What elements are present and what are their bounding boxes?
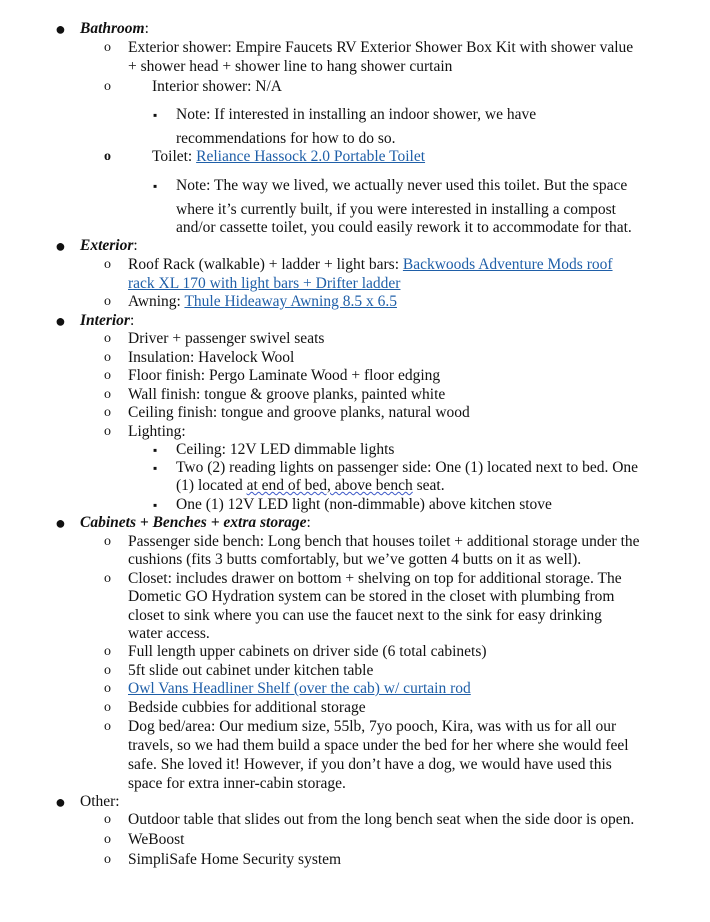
square-bullet-icon: ▪ — [153, 498, 158, 512]
list-item: Dog bed/area: Our medium size, 55lb, 7yo pooch, Kira, was with us for all our — [128, 718, 617, 735]
list-item: Bedside cubbies for additional storage — [128, 699, 366, 716]
list-item: Wall finish: tongue & groove planks, painted white — [128, 386, 446, 403]
list-item-continuation: travels, so we had them build a space under the bed for her where she would feel — [128, 737, 629, 754]
sub-bullet-icon: o — [104, 852, 111, 867]
note-text: recommendations for how to do so. — [176, 130, 396, 147]
sub-bullet-icon: o — [104, 681, 111, 696]
list-item-continuation: closet to sink where you can use the faucet next to the sink for easy drinking — [128, 607, 602, 624]
list-item-continuation: cushions (fits 3 butts comfortably, but we’ve gotten 4 butts on it as well). — [128, 551, 582, 568]
sub-bullet-icon: o — [104, 149, 111, 164]
note-text: Note: If interested in installing an indoor shower, we have — [176, 106, 537, 123]
list-item: Passenger side bench: Long bench that houses toilet + additional storage under the — [128, 533, 640, 550]
list-item: Floor finish: Pergo Laminate Wood + floor edging — [128, 367, 441, 384]
list-item: SimpliSafe Home Security system — [128, 851, 342, 868]
sub-bullet-icon: o — [104, 294, 111, 309]
bullet-icon: ● — [55, 513, 66, 533]
sub-bullet-icon: o — [104, 719, 111, 734]
sub-bullet-icon: o — [104, 534, 111, 549]
sub-bullet-icon: o — [104, 644, 111, 659]
toilet-link[interactable]: Reliance Hassock 2.0 Portable Toilet — [196, 148, 426, 165]
list-item: Exterior shower: Empire Faucets RV Exterior Shower Box Kit with shower value — [128, 39, 634, 56]
list-item: Ceiling finish: tongue and groove planks, natural wood — [128, 404, 470, 421]
sub-bullet-icon: o — [104, 79, 111, 94]
list-item: Full length upper cabinets on driver side (6 total cabinets) — [128, 643, 487, 660]
sub-bullet-icon: o — [104, 387, 111, 402]
sub-bullet-icon: o — [104, 257, 111, 272]
sub-bullet-icon: o — [104, 368, 111, 383]
section-heading-other: Other: — [80, 793, 120, 810]
sub-bullet-icon: o — [104, 663, 111, 678]
list-item-continuation: water access. — [128, 625, 210, 642]
note-text: where it’s currently built, if you were interested in installing a compost — [176, 201, 616, 218]
square-bullet-icon: ▪ — [153, 179, 158, 193]
sub-bullet-icon: o — [104, 812, 111, 827]
list-item-roof-rack: Roof Rack (walkable) + ladder + light bars: Backwoods Adventure Mods roof — [128, 256, 613, 273]
list-item-continuation: safe. She loved it! However, if you don’t have a dog, we would have used this — [128, 756, 612, 773]
list-item: Driver + passenger swivel seats — [128, 330, 325, 347]
square-bullet-icon: ▪ — [153, 461, 158, 475]
list-item: Outdoor table that slides out from the long bench seat when the side door is open. — [128, 811, 635, 828]
roof-rack-link[interactable]: Backwoods Adventure Mods roof — [402, 256, 613, 273]
sub-bullet-icon: o — [104, 40, 111, 55]
list-item-continuation: Dometic GO Hydration system can be stored in the closet with plumbing from — [128, 588, 615, 605]
bullet-icon: ● — [55, 236, 66, 256]
list-item-toilet: Toilet: Reliance Hassock 2.0 Portable Toilet — [152, 148, 426, 165]
roof-rack-link-continuation[interactable]: rack XL 170 with light bars + Drifter ladder — [128, 275, 401, 292]
note-text: and/or cassette toilet, you could easily rework it to accommodate for that. — [176, 219, 632, 236]
sub-bullet-icon: o — [104, 571, 111, 586]
list-item: WeBoost — [128, 831, 185, 848]
section-heading-exterior: Exterior: — [80, 237, 138, 254]
lighting-item: Two (2) reading lights on passenger side: One (1) located next to bed. One — [176, 459, 639, 476]
square-bullet-icon: ▪ — [153, 108, 158, 122]
bullet-icon: ● — [55, 311, 66, 331]
square-bullet-icon: ▪ — [153, 443, 158, 457]
list-item: Insulation: Havelock Wool — [128, 349, 295, 366]
section-heading-bathroom: Bathroom: — [80, 20, 149, 37]
sub-bullet-icon: o — [104, 424, 111, 439]
lighting-item-continuation: (1) located at end of bed, above bench seat. — [176, 477, 445, 494]
sub-bullet-icon: o — [104, 832, 111, 847]
section-heading-interior: Interior: — [80, 312, 135, 329]
sub-bullet-icon: o — [104, 350, 111, 365]
sub-bullet-icon: o — [104, 331, 111, 346]
sub-bullet-icon: o — [104, 405, 111, 420]
list-item-continuation: + shower head + shower line to hang shower curtain — [128, 58, 453, 75]
bullet-icon: ● — [55, 792, 66, 812]
bullet-icon: ● — [55, 19, 66, 39]
list-item-continuation: space for extra inner-cabin storage. — [128, 775, 346, 792]
lighting-item: One (1) 12V LED light (non-dimmable) above kitchen stove — [176, 496, 552, 513]
list-item: Interior shower: N/A — [152, 78, 282, 95]
section-heading-cabinets: Cabinets + Benches + extra storage: — [80, 514, 311, 531]
headliner-shelf-link[interactable]: Owl Vans Headliner Shelf (over the cab) w/ curtain rod — [128, 680, 471, 697]
list-item: Lighting: — [128, 423, 186, 440]
lighting-item: Ceiling: 12V LED dimmable lights — [176, 441, 395, 458]
list-item-awning: Awning: Thule Hideaway Awning 8.5 x 6.5 — [128, 293, 397, 310]
awning-link[interactable]: Thule Hideaway Awning 8.5 x 6.5 — [184, 293, 397, 310]
list-item: Closet: includes drawer on bottom + shelving on top for additional storage. The — [128, 570, 622, 587]
note-text: Note: The way we lived, we actually never used this toilet. But the space — [176, 177, 628, 194]
sub-bullet-icon: o — [104, 700, 111, 715]
list-item: 5ft slide out cabinet under kitchen table — [128, 662, 374, 679]
